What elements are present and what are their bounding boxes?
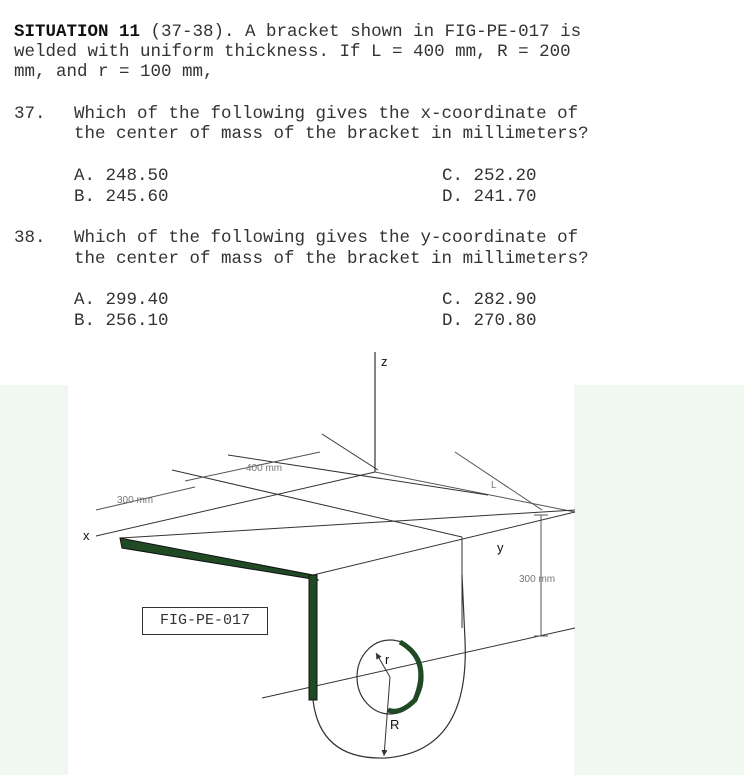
option-letter: B. — [74, 311, 96, 331]
top-plane-right-edge — [313, 512, 575, 575]
axis-z-label: z — [381, 354, 388, 369]
situation-line-1-text: (37-38). A bracket shown in FIG-PE-017 is — [140, 22, 582, 42]
plane-diagonal-1 — [172, 470, 462, 537]
option-letter: B. — [74, 187, 96, 207]
option-value: 299.40 — [105, 290, 169, 310]
top-plane-front-edge — [120, 510, 575, 538]
option-value: 256.10 — [105, 311, 169, 331]
question-37-line-2: the center of mass of the bracket in millimeters? — [74, 124, 589, 144]
radius-r-label: r — [385, 652, 390, 667]
dimension-400-text: 400 mm — [246, 463, 283, 474]
option-value: 241.70 — [473, 187, 537, 207]
option-letter: A. — [74, 290, 96, 310]
dimension-L-line — [455, 452, 542, 510]
question-38-line-2: the center of mass of the bracket in millimeters? — [74, 249, 589, 269]
option-value: 248.50 — [105, 166, 169, 186]
bracket-top-arm — [120, 538, 318, 580]
situation-line-2: welded with uniform thickness. If L = 400 mm, R = 200 — [14, 42, 571, 62]
option-letter: C. — [442, 290, 464, 310]
axis-x-label: x — [83, 528, 90, 543]
radius-R-label: R — [390, 717, 400, 732]
dimension-L-text: L — [491, 480, 497, 491]
origin-edge-line — [375, 472, 575, 512]
question-38-number: 38. — [14, 228, 46, 248]
situation-label: SITUATION 11 — [14, 22, 141, 42]
option-value: 282.90 — [473, 290, 537, 310]
option-letter: C. — [442, 166, 464, 186]
option-letter: D. — [442, 311, 464, 331]
option-value: 252.20 — [473, 166, 537, 186]
dimension-300-right-text: 300 mm — [519, 574, 556, 585]
option-value: 245.60 — [105, 187, 169, 207]
question-37-number: 37. — [14, 104, 46, 124]
dimension-300-left-text: 300 mm — [117, 495, 154, 506]
inner-band — [388, 642, 421, 711]
figure-caption-box: FIG-PE-017 — [142, 607, 268, 635]
bracket-vertical-arm — [309, 575, 317, 700]
option-letter: A. — [74, 166, 96, 186]
plane-diagonal-2 — [228, 455, 488, 495]
option-value: 270.80 — [473, 311, 537, 331]
situation-line-3: mm, and r = 100 mm, — [14, 62, 214, 82]
option-letter: D. — [442, 187, 464, 207]
question-37-line-1: Which of the following gives the x-coordinate of — [74, 104, 579, 124]
back-extension-line — [322, 434, 378, 470]
axis-y-label: y — [497, 540, 504, 555]
question-38-line-1: Which of the following gives the y-coordinate of — [74, 228, 579, 248]
